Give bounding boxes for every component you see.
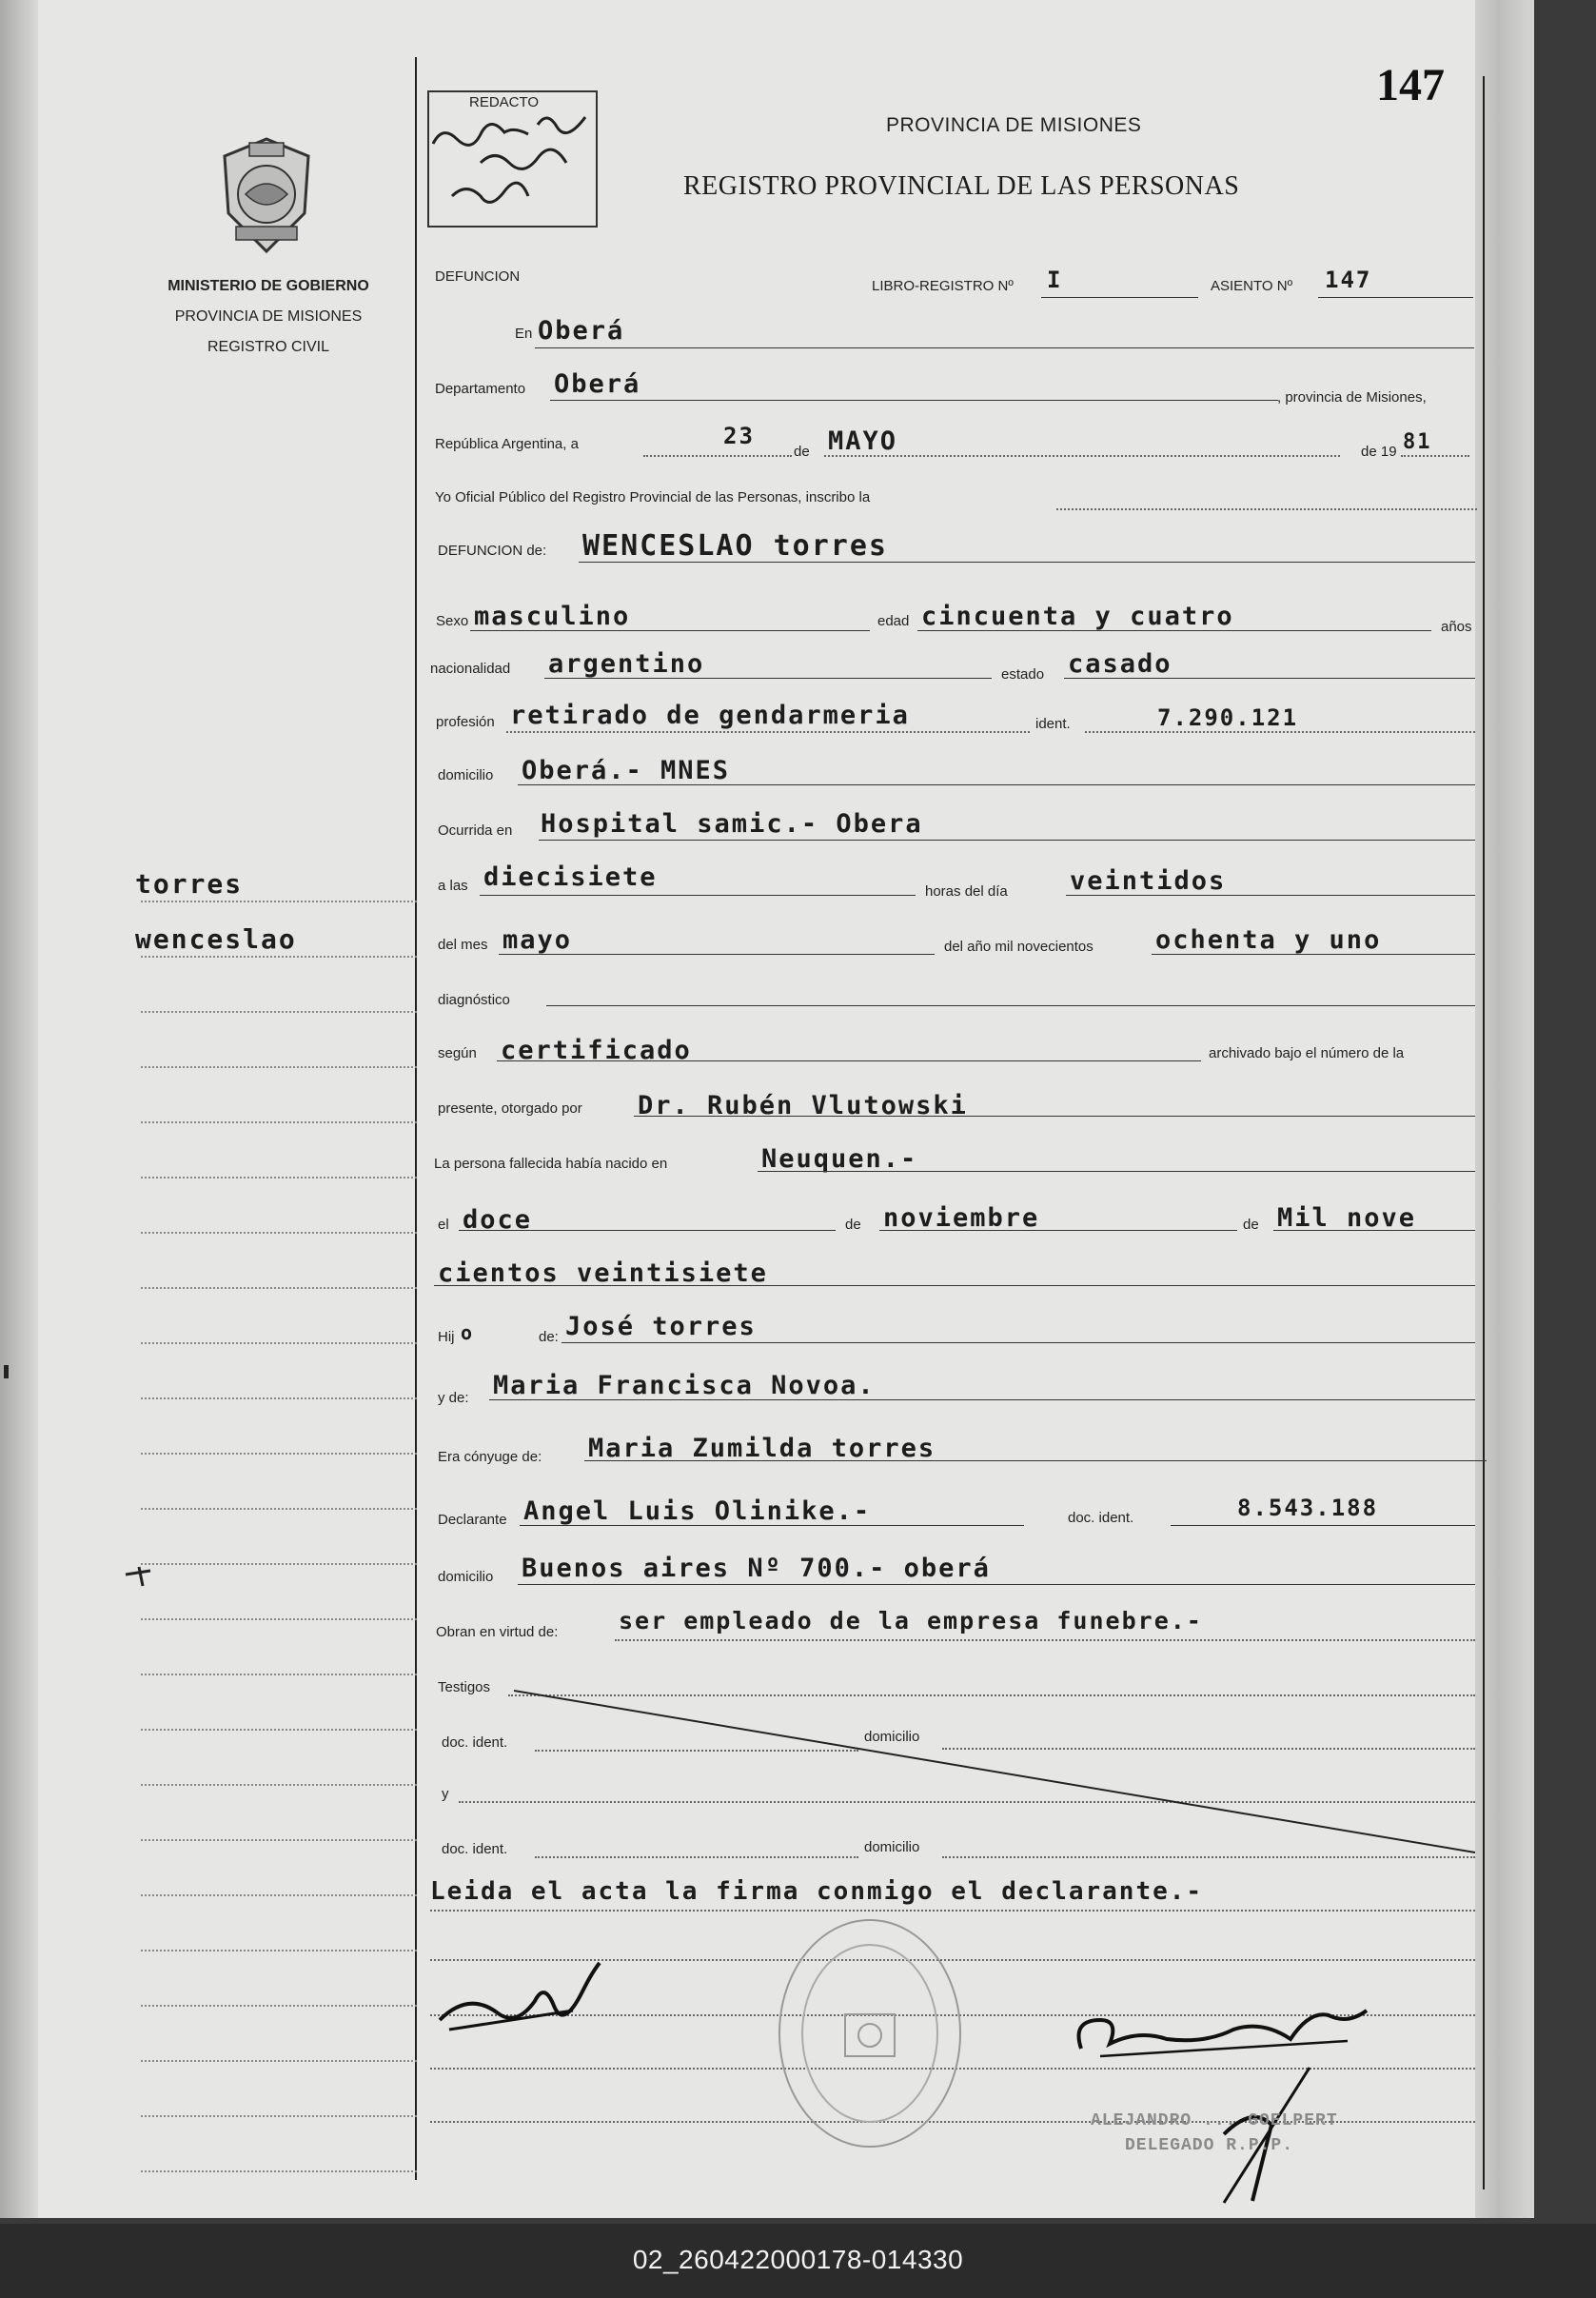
margin-mark xyxy=(122,1561,160,1590)
profesion-label: profesión xyxy=(436,714,495,730)
margin-ruled-line xyxy=(141,1894,417,1896)
day-value: 23 xyxy=(723,423,755,449)
anos-label: años xyxy=(1441,619,1472,635)
segun-line xyxy=(497,1060,1201,1061)
presente-value: Dr. Rubén Vlutowski xyxy=(638,1091,968,1120)
margin-line-2 xyxy=(141,956,417,958)
libro-value: I xyxy=(1047,267,1063,293)
year-birth-value: cientos veintisiete xyxy=(438,1258,768,1288)
testigos-label: Testigos xyxy=(438,1679,491,1695)
de3-line xyxy=(1273,1230,1475,1231)
el-value: doce xyxy=(463,1205,533,1235)
del-ano-value: ochenta y uno xyxy=(1155,925,1382,955)
ident-value: 7.290.121 xyxy=(1157,704,1299,731)
redacto-stamp xyxy=(427,90,598,228)
domicilio2-label: domicilio xyxy=(438,1569,494,1585)
de2-label: de xyxy=(845,1217,861,1233)
profesion-line xyxy=(506,731,1030,733)
el-line xyxy=(459,1230,836,1231)
a-las-label: a las xyxy=(438,878,468,894)
estado-value: casado xyxy=(1068,649,1172,679)
diagnostico-label: diagnóstico xyxy=(438,992,510,1008)
margin-ruled-line xyxy=(141,1618,417,1620)
republica-label: República Argentina, a xyxy=(435,436,579,452)
domicilio-line xyxy=(518,784,1475,785)
nacido-line xyxy=(758,1171,1475,1172)
testigo-domicilio-label: domicilio xyxy=(864,1729,920,1745)
year-value: 81 xyxy=(1403,430,1432,454)
margin-ruled-line xyxy=(141,1563,417,1565)
closing-line xyxy=(430,1910,1475,1912)
obran-line xyxy=(615,1639,1475,1641)
margin-ruled-line xyxy=(141,1674,417,1675)
year-line xyxy=(1401,455,1469,457)
ocurrida-value: Hospital samic.- Obera xyxy=(541,809,923,839)
margin-ruled-line xyxy=(141,1232,417,1234)
nacionalidad-value: argentino xyxy=(548,649,705,679)
month-value: MAYO xyxy=(828,426,898,456)
y-de-line xyxy=(489,1399,1475,1400)
page-number: 147 xyxy=(1376,60,1445,110)
ministry-line2: PROVINCIA DE MISIONES xyxy=(174,308,363,325)
domicilio-label: domicilio xyxy=(438,767,494,783)
margin-given-name: wenceslao xyxy=(135,923,297,955)
segun-value: certificado xyxy=(501,1036,692,1065)
image-caption: 02_260422000178-014330 xyxy=(632,2245,964,2274)
ident-label: ident. xyxy=(1035,716,1071,732)
y-de-label: y de: xyxy=(438,1390,469,1406)
domicilio2-line xyxy=(518,1584,1475,1585)
asiento-value: 147 xyxy=(1325,267,1372,293)
estado-label: estado xyxy=(1001,666,1045,683)
el-label: el xyxy=(438,1217,449,1233)
margin-ruled-line xyxy=(141,1066,417,1068)
ocurrida-line xyxy=(539,840,1475,841)
province-title: PROVINCIA DE MISIONES xyxy=(886,114,1142,136)
a-las-value: diecisiete xyxy=(483,862,658,892)
horas-line xyxy=(1066,895,1475,896)
margin-ruled-line xyxy=(141,1839,417,1841)
margin-line-1 xyxy=(141,901,417,902)
edge-mark xyxy=(4,1365,9,1378)
record-type-label: DEFUNCION xyxy=(435,268,521,285)
father-name: José torres xyxy=(565,1312,757,1341)
profesion-value: retirado de gendarmeria xyxy=(510,701,910,730)
seal-emblem-icon xyxy=(839,2009,900,2062)
asiento-label: ASIENTO Nº xyxy=(1211,278,1293,294)
provincia-suffix: , provincia de Misiones, xyxy=(1277,389,1427,406)
horas-value: veintidos xyxy=(1070,866,1227,896)
testigo-doc-label: doc. ident. xyxy=(442,1734,508,1751)
presente-label: presente, otorgado por xyxy=(438,1100,582,1117)
hijo-label: Hij xyxy=(438,1329,455,1345)
stamp-handwriting-scribble xyxy=(424,106,604,220)
month-line xyxy=(824,455,1340,457)
del-ano-line xyxy=(1152,954,1475,955)
margin-ruled-line xyxy=(141,1397,417,1399)
margin-ruled-line xyxy=(141,1784,417,1786)
margin-ruled-line xyxy=(141,1453,417,1455)
archivado-label: archivado bajo el número de la xyxy=(1209,1045,1405,1061)
margin-ruled-line xyxy=(141,1729,417,1731)
margin-divider xyxy=(415,57,417,2180)
de-label: de xyxy=(794,444,810,460)
ministry-line1: MINISTERIO DE GOBIERNO xyxy=(167,278,369,294)
nacido-label: La persona fallecida había nacido en xyxy=(434,1156,668,1172)
testigos-strikeout xyxy=(514,1683,1485,1873)
de2-line xyxy=(879,1230,1237,1231)
hijo-de-label: de: xyxy=(539,1329,559,1345)
edad-value: cincuenta y cuatro xyxy=(921,602,1234,631)
margin-ruled-line xyxy=(141,1177,417,1179)
closing-statement: Leida el acta la firma conmigo el declarante.- xyxy=(430,1877,1204,1906)
de2-value: noviembre xyxy=(883,1203,1040,1233)
ocurrida-label: Ocurrida en xyxy=(438,822,513,839)
margin-ruled-line xyxy=(141,2060,417,2062)
margin-surname: torres xyxy=(135,868,244,900)
year-birth-line xyxy=(434,1285,1475,1286)
stamp-label: REDACTO xyxy=(469,94,540,110)
day-line xyxy=(643,455,792,457)
testigo-y-label: y xyxy=(442,1786,449,1802)
official-name: ALEJANDRO ... GOELPERT xyxy=(1091,2111,1338,2130)
domicilio2-value: Buenos aires Nº 700.- oberá xyxy=(522,1554,991,1583)
margin-ruled-line xyxy=(141,2005,417,2007)
oficial-line xyxy=(1056,508,1477,510)
obran-value: ser empleado de la empresa funebre.- xyxy=(619,1607,1203,1634)
year-label: de 19 xyxy=(1361,444,1397,460)
margin-ruled-line xyxy=(141,1287,417,1289)
departamento-label: Departamento xyxy=(435,381,526,397)
ministry-heading xyxy=(145,271,392,363)
nacionalidad-label: nacionalidad xyxy=(430,661,511,677)
testigo-doc2-label: doc. ident. xyxy=(442,1841,508,1857)
margin-ruled-line xyxy=(141,1011,417,1013)
ministry-line3: REGISTRO CIVIL xyxy=(207,339,330,355)
doc-ident-value: 8.543.188 xyxy=(1237,1495,1379,1521)
del-mes-line xyxy=(499,954,935,955)
defuncion-de-label: DEFUNCION de: xyxy=(438,543,547,559)
margin-ruled-line xyxy=(141,2115,417,2117)
hijo-de-line xyxy=(562,1342,1475,1343)
official-seal xyxy=(778,1919,961,2148)
a-las-line xyxy=(480,895,916,896)
en-label: En xyxy=(515,326,533,342)
conyuge-label: Era cónyuge de: xyxy=(438,1449,542,1465)
margin-ruled-line xyxy=(141,2170,417,2172)
mother-name: Maria Francisca Novoa. xyxy=(493,1371,876,1400)
declarant-signature xyxy=(430,1953,630,2049)
declarante-label: Declarante xyxy=(438,1512,507,1528)
del-mes-label: del mes xyxy=(438,937,488,953)
margin-ruled-line xyxy=(141,1508,417,1510)
binding-shadow xyxy=(0,0,38,2218)
oficial-text: Yo Oficial Público del Registro Provincial de las Personas, inscribo la xyxy=(435,489,871,505)
sexo-line xyxy=(470,630,870,631)
coat-of-arms-icon xyxy=(217,135,316,255)
en-value: Oberá xyxy=(538,316,625,346)
spouse-name: Maria Zumilda torres xyxy=(588,1434,936,1463)
libro-line xyxy=(1041,297,1198,298)
estado-line xyxy=(1064,678,1475,679)
diagnostico-line xyxy=(546,1005,1475,1006)
del-ano-label: del año mil novecientos xyxy=(944,939,1094,955)
domicilio-value: Oberá.- MNES xyxy=(522,756,731,785)
doc-ident-label: doc. ident. xyxy=(1068,1510,1134,1526)
declarante-value: Angel Luis Olinike.- xyxy=(523,1496,872,1526)
sexo-value: masculino xyxy=(474,602,631,631)
testigo-domicilio2-label: domicilio xyxy=(864,1839,920,1855)
margin-ruled-line xyxy=(141,1121,417,1123)
ident-line xyxy=(1085,731,1475,733)
del-mes-value: mayo xyxy=(502,925,573,955)
segun-label: según xyxy=(438,1045,477,1061)
obran-label: Obran en virtud de: xyxy=(436,1624,559,1640)
presente-line xyxy=(634,1116,1475,1117)
conyuge-line xyxy=(584,1460,1487,1461)
edad-label: edad xyxy=(877,613,910,629)
registry-title: REGISTRO PROVINCIAL DE LAS PERSONAS xyxy=(683,171,1240,201)
asiento-line xyxy=(1318,297,1473,298)
departamento-value: Oberá xyxy=(554,369,641,399)
de3-label: de xyxy=(1243,1217,1259,1233)
defuncion-line xyxy=(579,562,1475,563)
official-title: DELEGADO R.P.P. xyxy=(1125,2136,1294,2155)
official-signature xyxy=(1062,1991,1462,2210)
de3-value: Mil nove xyxy=(1277,1203,1417,1233)
nacido-value: Neuquen.- xyxy=(761,1144,918,1174)
margin-ruled-line xyxy=(141,1342,417,1344)
nacionalidad-line xyxy=(544,678,992,679)
edad-line xyxy=(917,630,1431,631)
declarante-line xyxy=(520,1525,1024,1526)
libro-label: LIBRO-REGISTRO Nº xyxy=(872,278,1014,294)
en-line xyxy=(535,347,1474,348)
deceased-name: WENCESLAO torres xyxy=(582,529,888,563)
margin-ruled-line xyxy=(141,1950,417,1951)
hijo-suffix: o xyxy=(461,1321,475,1344)
sexo-label: Sexo xyxy=(436,613,469,629)
horas-label: horas del día xyxy=(925,883,1008,900)
doc-ident-line xyxy=(1171,1525,1475,1526)
departamento-line xyxy=(550,400,1278,401)
